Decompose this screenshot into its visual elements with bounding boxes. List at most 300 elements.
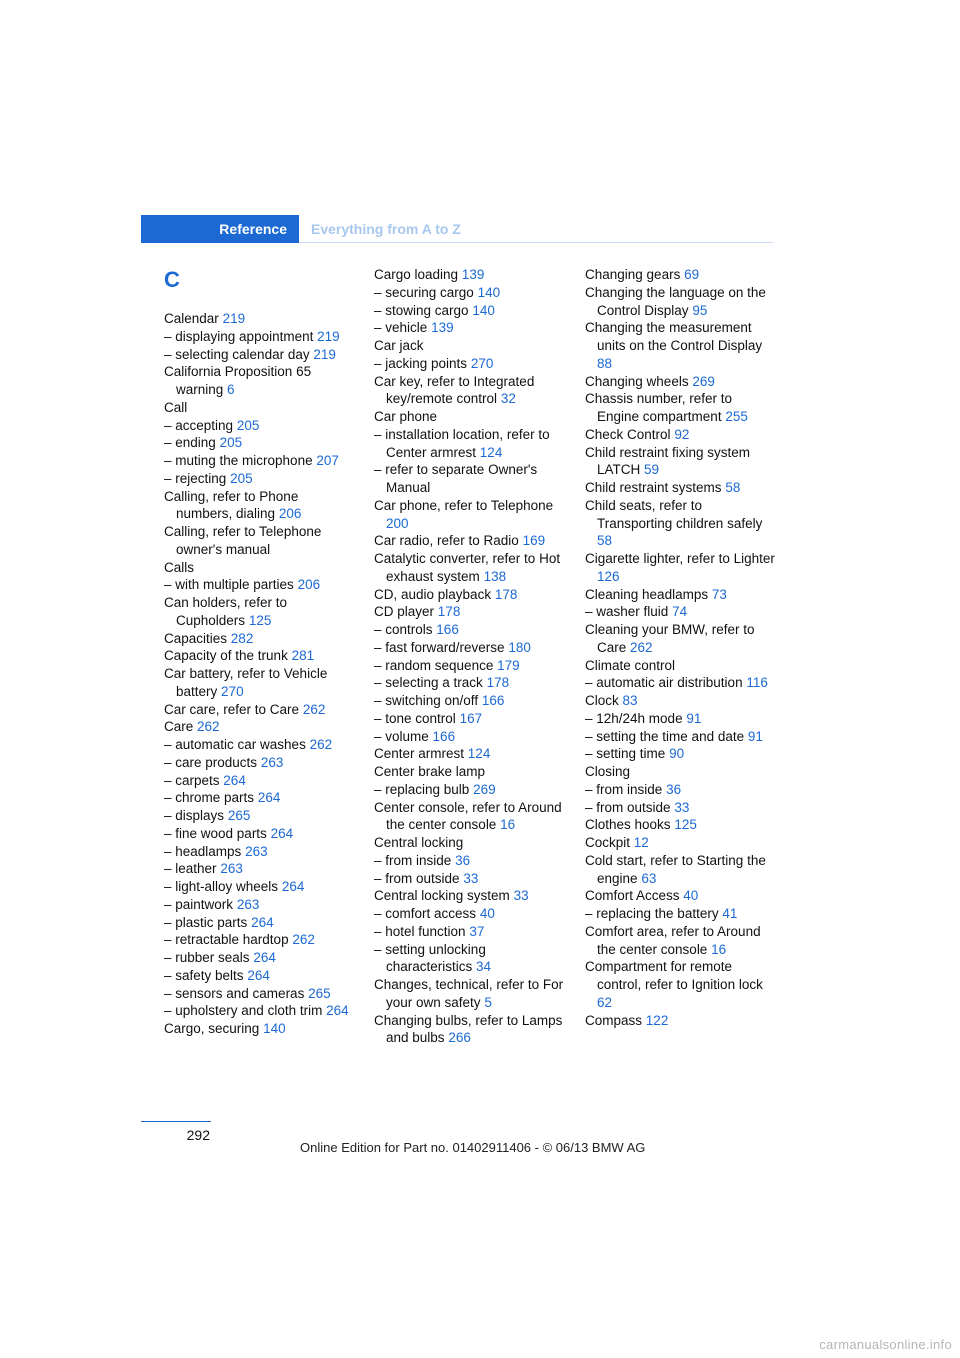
index-entry [585,745,777,763]
index-entry-term: Central locking [374,835,464,850]
index-entry [164,328,356,346]
index-entry [374,1012,566,1048]
index-entry [585,497,777,550]
index-page-link[interactable]: 178 [486,675,510,691]
index-entry-term: Care [164,719,194,735]
index-entry-term: Climate control [585,657,676,673]
index-entry [585,887,777,905]
index-entry [164,914,356,932]
index-page-link[interactable]: 74 [672,604,688,620]
index-entry [164,559,356,577]
index-entry-term: – upholstery and cloth trim [164,1003,323,1019]
index-entry-term: – fine wood parts [164,825,267,841]
index-entry [374,710,566,728]
index-entry-term: – retractable hardtop [164,932,289,948]
index-entry-term: Child seats, refer to Transporting children safely [585,497,763,531]
index-page-link[interactable]: 32 [500,391,516,407]
index-entry [164,647,356,665]
index-entry [585,444,777,480]
index-entry-term: – carpets [164,772,220,788]
index-entry-term: Calling, refer to Phone numbers, dialing [164,488,299,522]
index-page-link[interactable]: 12 [633,835,649,850]
index-entry [374,905,566,923]
index-entry [164,789,356,807]
index-page-link[interactable]: 205 [219,435,243,451]
index-entry [374,657,566,675]
index-entry-term: – from inside [585,781,663,797]
index-page-link[interactable]: 262 [292,932,315,948]
index-entry [164,878,356,896]
index-entry-term: Compartment for remote control, refer to Ignition lock [585,959,763,992]
index-entry-term: Changing gears [585,267,681,282]
index-page-link[interactable]: 139 [461,267,485,282]
index-entry-term: Car care, refer to Care [164,701,300,717]
index-page-link[interactable]: 124 [467,746,491,762]
index-entry-term: Cockpit [585,835,631,850]
index-page-link[interactable]: 124 [479,444,503,460]
index-entry-term: Capacity of the trunk [164,648,288,664]
index-entry [164,417,356,435]
index-entry-term: – switching on/off [374,693,479,708]
index-entry-term: Changing bulbs, refer to Lamps and bulbs [374,1012,563,1046]
index-page-link[interactable]: 126 [597,568,620,584]
index-entry [164,967,356,985]
index-entry-term: Child restraint systems [585,480,722,495]
index-entry [585,799,777,817]
index-entry-term: – displaying appointment [164,328,314,344]
index-entry-term: California Proposition 65 warning [164,364,312,397]
index-entry-term: – jacking points [374,355,468,371]
index-page-link[interactable]: 178 [437,604,461,620]
index-entry-term: Car phone [374,409,438,424]
index-entry-term: CD player [374,604,435,620]
index-entry [585,728,777,746]
index-page-link[interactable]: 91 [686,710,702,726]
index-entry [585,550,777,586]
index-page-link[interactable]: 206 [297,577,321,593]
index-entry [164,985,356,1003]
index-page-link[interactable]: 16 [500,817,516,833]
index-page-link[interactable]: 269 [473,781,496,797]
index-page-link[interactable]: 166 [481,693,505,708]
index-entry-term: Cleaning headlamps [585,586,709,602]
index-page-link[interactable]: 263 [245,843,268,859]
index-page-link[interactable]: 36 [666,781,682,797]
index-page-link[interactable]: 262 [197,719,220,735]
index-page-link[interactable]: 219 [222,311,246,326]
index-entry [164,665,356,701]
index-entry [585,674,777,692]
section-tab: Reference [141,215,299,243]
index-entry [374,941,566,977]
index-entry-term: – from outside [374,870,460,886]
index-page-link[interactable]: 270 [221,683,244,699]
index-page-link[interactable]: 262 [302,701,326,717]
index-page-link[interactable]: 169 [522,533,546,549]
index-entry [164,754,356,772]
index-entry-term: – setting unlocking characteristics [374,941,486,975]
chapter-title: Everything from A to Z [311,221,461,237]
index-page-link[interactable]: 263 [260,754,284,770]
index-column-3 [585,266,777,1029]
index-entry [585,710,777,728]
index-entry [164,736,356,754]
index-page-link[interactable]: 83 [622,693,638,708]
index-entry-term: Comfort area, refer to Around the center console [585,923,761,957]
index-entry-term: Changes, technical, refer to For your own safety [374,977,564,1010]
index-entry [585,603,777,621]
index-entry [374,976,566,1012]
index-column-1 [164,266,356,1038]
index-page-link[interactable]: 33 [463,870,479,886]
index-page-link[interactable]: 264 [257,790,281,806]
index-entry [374,763,566,781]
index-entry-term: – washer fluid [585,604,669,620]
index-entry [164,807,356,825]
index-entry-term: – rubber seals [164,950,250,965]
index-entry-term: – care products [164,754,258,770]
index-entry-term: – vehicle [374,320,428,336]
index-entry [164,488,356,524]
index-page-link[interactable]: 269 [692,373,715,389]
index-entry [164,718,356,736]
index-entry-term: Cleaning your BMW, refer to Care [585,622,755,655]
index-page-link[interactable]: 167 [459,710,483,726]
index-entry [374,745,566,763]
index-entry [585,479,777,497]
index-entry-term: Calendar [164,311,219,326]
index-entry-term: – securing cargo [374,284,474,300]
index-entry [585,834,777,852]
index-page-link[interactable]: 179 [497,657,520,673]
index-entry [585,763,777,781]
index-entry-term: Car key, refer to Integrated key/remote control [374,373,535,407]
index-page-link[interactable]: 281 [291,648,315,664]
index-page-link[interactable]: 16 [711,941,727,957]
index-page-link[interactable]: 219 [317,328,340,344]
index-entry [374,799,566,835]
index-page-link[interactable]: 219 [313,346,336,362]
footer-divider [141,1121,211,1122]
index-entry-term: Center console, refer to Around the center console [374,799,562,833]
index-entry-term: Center armrest [374,746,465,762]
index-page-link[interactable]: 255 [725,409,748,424]
index-entry-term: Closing [585,764,631,779]
index-page-link[interactable]: 36 [455,852,471,868]
index-entry [374,586,566,604]
index-entry-term: – light-alloy wheels [164,879,279,894]
index-page-link[interactable]: 92 [674,426,690,442]
index-entry-term: Changing the measurement units on the Control Display [585,320,763,353]
index-entry-term: – 12h/24h mode [585,710,683,726]
index-entry-term: – installation location, refer to Center armrest [374,426,550,460]
index-page-link[interactable]: 205 [230,470,253,486]
index-entry-term: – from outside [585,799,671,815]
index-entry-term: – selecting calendar day [164,346,310,362]
index-entry-term: – from inside [374,852,452,868]
index-entry [164,896,356,914]
index-entry [585,390,777,426]
index-entry [585,781,777,799]
index-entry-term: Cigarette lighter, refer to Lighter [585,551,775,566]
index-entry [585,657,777,675]
index-entry [164,701,356,719]
index-page-link[interactable]: 265 [308,985,331,1001]
index-entry-term: Calling, refer to Telephone owner's manual [164,524,322,557]
index-entry-term: Capacities [164,630,228,646]
index-entry [585,816,777,834]
index-entry [164,860,356,878]
index-page-link[interactable]: 122 [645,1012,669,1028]
index-entry [374,266,566,284]
index-entry [585,426,777,444]
index-page-link[interactable]: 205 [236,417,260,433]
index-entry [164,399,356,417]
index-entry-term: – plastic parts [164,914,248,930]
index-entry [374,408,566,426]
index-entry [164,310,356,328]
index-entry [164,594,356,630]
index-page-link[interactable]: 262 [309,737,333,752]
page-number: 292 [186,1127,210,1143]
index-entry-term: Clock [585,693,619,708]
index-entry [585,284,777,320]
index-entry [164,363,356,399]
index-entry-term: CD, audio playback [374,586,492,602]
index-page-link[interactable]: 58 [597,533,613,549]
index-entry [585,692,777,710]
index-entry-term: – stowing cargo [374,302,469,318]
index-page-link[interactable]: 263 [236,896,260,912]
index-page-link[interactable]: 40 [683,888,699,904]
index-entry [374,355,566,373]
index-entry [585,1012,777,1030]
index-entry [164,452,356,470]
index-page-link[interactable]: 282 [230,630,254,646]
index-page-link[interactable]: 264 [247,967,270,983]
index-entry-term: Car phone, refer to Telephone [374,497,554,513]
index-entry [585,852,777,888]
index-entry [374,603,566,621]
index-page-link[interactable]: 33 [674,799,690,815]
index-entry-term: – setting the time and date [585,728,745,744]
index-entry [164,772,356,790]
index-entry-term: Catalytic converter, refer to Hot exhaust system [374,551,561,584]
index-page-link[interactable]: 58 [725,480,741,495]
index-entry-term: Cargo loading [374,267,459,282]
index-entry-term: – automatic air distribution [585,675,743,691]
index-entry-term: – safety belts [164,967,244,983]
index-entry [585,923,777,959]
index-entry [164,949,356,967]
index-page-link[interactable]: 88 [597,355,613,371]
index-entry [374,923,566,941]
index-page-link[interactable]: 59 [644,462,660,478]
index-page-link[interactable]: 125 [248,612,272,628]
index-entry [374,426,566,462]
index-entry-term: Car battery, refer to Vehicle battery [164,666,328,699]
index-page-link[interactable]: 5 [484,994,492,1010]
index-page-link[interactable]: 91 [747,728,763,744]
index-entry-term: Cold start, refer to Starting the engine [585,852,766,886]
index-entry-term: Changing the language on the Control Display [585,284,766,318]
index-entry [585,905,777,923]
index-entry-term: – selecting a track [374,675,483,691]
index-page-link[interactable]: 41 [722,906,738,921]
index-entry [585,266,777,284]
index-entry-term: Chassis number, refer to Engine compartment [585,391,733,424]
index-page-link[interactable]: 264 [223,772,246,788]
index-page-link[interactable]: 264 [253,950,276,965]
index-entry [374,887,566,905]
index-entry-term: Comfort Access [585,888,680,904]
index-entry [374,692,566,710]
index-page-link[interactable]: 264 [251,914,274,930]
index-entry [164,346,356,364]
index-entry-term: – setting time [585,746,666,762]
index-page-link[interactable]: 34 [476,959,492,975]
index-entry [374,284,566,302]
index-entry [374,373,566,409]
index-entry [374,550,566,586]
index-entry [164,523,356,559]
index-page-link[interactable]: 266 [448,1030,471,1046]
index-entry-term: – volume [374,728,429,744]
index-entry [585,958,777,1011]
index-entry [374,852,566,870]
index-entry [374,337,566,355]
index-entry [164,470,356,488]
index-page-link[interactable]: 263 [220,861,243,877]
index-page-link[interactable]: 166 [432,728,456,744]
index-page-link[interactable]: 63 [641,870,657,886]
index-entry-term: – rejecting [164,470,227,486]
index-entry [374,532,566,550]
index-entry [585,373,777,391]
index-entry-term: – automatic car washes [164,737,306,752]
index-page-link[interactable]: 264 [270,825,294,841]
index-entry-term: – refer to separate Owner's Manual [374,462,538,495]
index-page-link[interactable]: 33 [513,888,529,904]
index-entry [164,1002,356,1020]
index-letter-heading: C [164,267,180,292]
index-entry [374,834,566,852]
index-entry [164,825,356,843]
index-entry-term: Central locking system [374,888,510,904]
index-entry-term: – chrome parts [164,790,255,806]
index-entry [164,434,356,452]
index-entry-term: – fast forward/reverse [374,639,505,655]
index-entry [374,319,566,337]
index-page-link[interactable]: 139 [431,320,454,336]
index-entry [374,674,566,692]
index-entry-term: Compass [585,1012,643,1028]
index-entry-term: Check Control [585,426,671,442]
index-entry-term: – controls [374,622,433,637]
index-entry-term: – displays [164,808,225,823]
index-entry [374,728,566,746]
index-page-link[interactable]: 73 [711,586,727,602]
index-entry-term: – headlamps [164,843,242,859]
index-entry-term: – hotel function [374,923,466,939]
index-page-link[interactable]: 40 [479,906,495,921]
index-entry-term: – muting the microphone [164,453,313,468]
index-entry [164,576,356,594]
index-entry [374,639,566,657]
index-entry [164,843,356,861]
index-entry [164,931,356,949]
index-entry [164,1020,356,1038]
index-page-link[interactable]: 90 [669,746,685,762]
index-page-link[interactable]: 262 [630,639,653,655]
index-page-link[interactable]: 270 [470,355,494,371]
site-watermark: carmanualsonline.info [819,1337,952,1352]
header-divider [299,242,773,243]
index-entry-term: – ending [164,435,216,451]
index-page-link[interactable]: 207 [316,453,339,468]
index-entry-term: – leather [164,861,217,877]
index-entry [374,870,566,888]
index-page-link[interactable]: 200 [386,515,409,531]
index-entry-term: Center brake lamp [374,764,486,779]
index-entry-term: Cargo, securing [164,1021,260,1036]
index-entry [585,586,777,604]
index-page-link[interactable]: 125 [674,817,697,833]
index-entry [585,319,777,372]
index-page-link[interactable]: 180 [508,639,531,655]
index-entry-term: – random sequence [374,657,494,673]
index-entry [374,621,566,639]
index-page-link[interactable]: 140 [477,284,501,300]
index-entry-term: – tone control [374,710,456,726]
index-entry [374,302,566,320]
index-entry-term: – with multiple parties [164,577,294,593]
index-entry-term: – replacing the battery [585,906,719,921]
index-page-link[interactable]: 264 [326,1003,349,1019]
index-page-link[interactable]: 62 [597,994,613,1010]
index-entry [374,781,566,799]
index-entry [374,461,566,497]
index-entry-term: Child restraint fixing system LATCH [585,444,751,478]
index-entry [374,497,566,533]
index-page-link[interactable]: 6 [227,382,235,397]
index-page-link[interactable]: 265 [227,808,251,823]
index-entry-term: Clothes hooks [585,817,671,833]
index-page-link[interactable]: 140 [472,302,495,318]
index-entry-term: – accepting [164,417,234,433]
index-column-2 [374,266,566,1047]
index-page-link[interactable]: 37 [469,923,485,939]
index-page-link[interactable]: 69 [684,267,700,282]
index-entry-term: – sensors and cameras [164,985,305,1001]
index-page-link[interactable]: 178 [494,586,518,602]
index-entry [585,621,777,657]
index-entry-term: Car radio, refer to Radio [374,533,519,549]
index-page-link[interactable]: 140 [263,1021,286,1036]
index-page-link[interactable]: 116 [746,675,768,691]
index-page-link[interactable]: 206 [278,506,302,522]
index-page-link[interactable]: 138 [483,568,507,584]
index-entry-term: Changing wheels [585,373,689,389]
index-entry-term: Car jack [374,338,424,353]
index-page-link[interactable]: 264 [281,879,305,894]
index-entry [164,630,356,648]
index-page-link[interactable]: 166 [436,622,459,637]
index-entry-term: Can holders, refer to Cupholders [164,595,288,628]
index-page-link[interactable]: 95 [692,302,708,318]
index-entry-term: – comfort access [374,906,477,921]
edition-note: Online Edition for Part no. 01402911406 - © 06/13 BMW AG [300,1140,646,1155]
